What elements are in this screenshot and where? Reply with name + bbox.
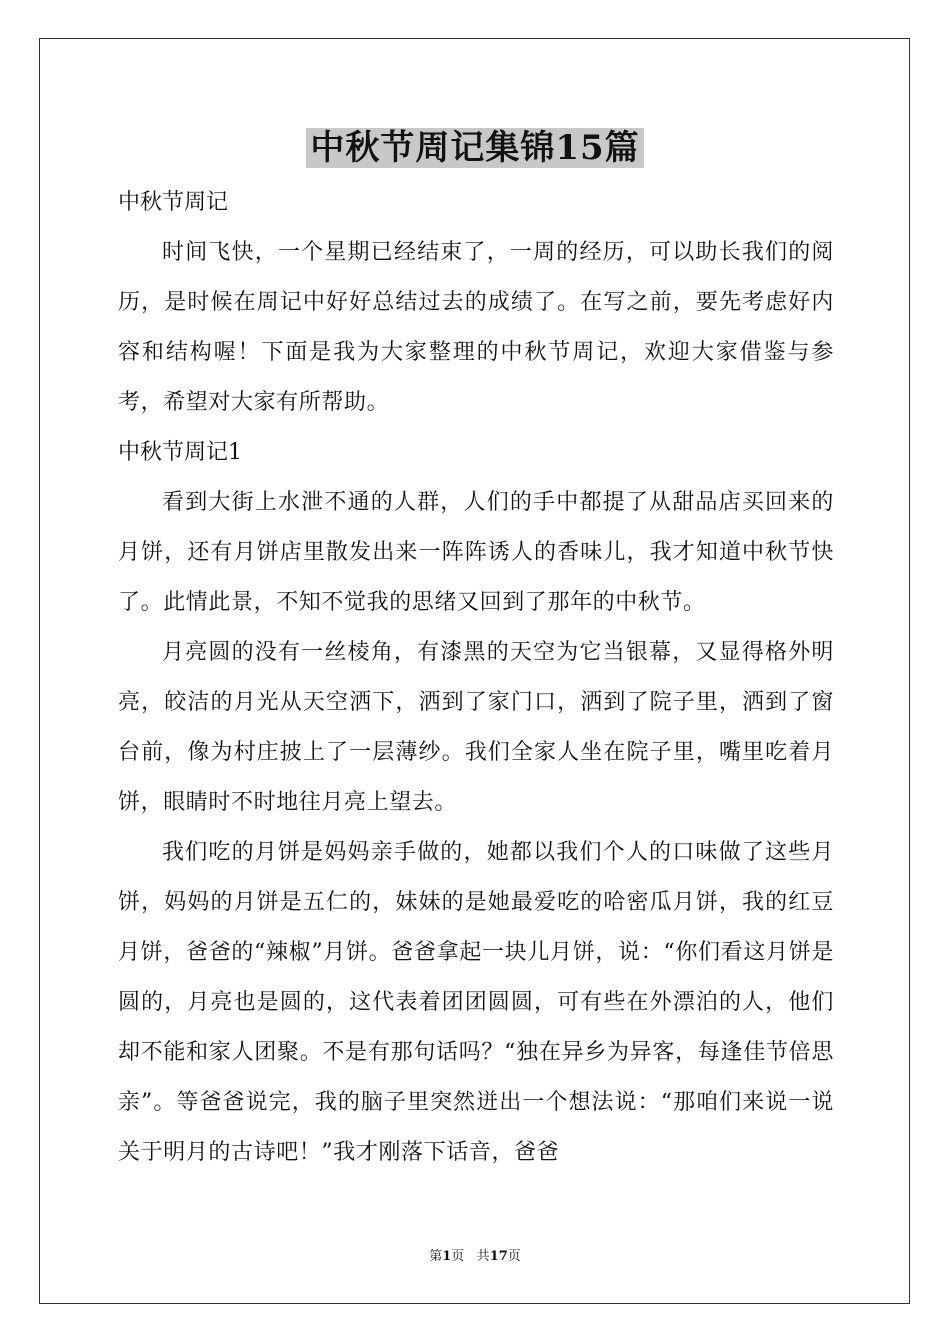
footer-page-prefix: 第 xyxy=(429,1249,443,1264)
footer-total-suffix: 页 xyxy=(507,1249,521,1264)
footer-total-pages: 17 xyxy=(489,1249,508,1264)
footer-total-prefix: 共 xyxy=(476,1249,490,1264)
document-title-text: 中秋节周记集锦15篇 xyxy=(306,128,643,168)
body-paragraph-3: 我们吃的月饼是妈妈亲手做的，她都以我们个人的口味做了这些月饼，妈妈的月饼是五仁的，妹妹的是她最爱吃的哈密瓜月饼，我的红豆月饼，爸爸的“辣椒”月饼。爸爸拿起一块儿月饼，说：“你们看这月饼是圆的，月亮也是圆的，这代表着团团圆圆，可有些在外漂泊的人，他们却不能和家人团聚。不是有那句话吗？“独在异乡为异客，每逢佳节倍思亲”。等爸爸说完，我的脑子里突然迸出一个想法说：“那咱们来说一说关于明月的古诗吧！”我才刚落下话音，爸爸 xyxy=(118,840,834,1165)
page-footer xyxy=(0,1248,950,1266)
document-body xyxy=(118,178,834,1178)
section-heading: 中秋节周记1 xyxy=(118,440,242,465)
body-paragraph-2: 月亮圆的没有一丝棱角，有漆黑的天空为它当银幕，又显得格外明亮，皎洁的月光从天空洒下，洒到了家门口，洒到了院子里，洒到了窗台前，像为村庄披上了一层薄纱。我们全家人坐在院子里，嘴里吃着月饼，眼睛时不时地往月亮上望去。 xyxy=(118,640,834,815)
intro-paragraph: 时间飞快，一个星期已经结束了，一周的经历，可以助长我们的阅历，是时候在周记中好好总结过去的成绩了。在写之前，要先考虑好内容和结构喔！下面是我为大家整理的中秋节周记，欢迎大家借鉴与参考，希望对大家有所帮助。 xyxy=(118,240,834,415)
document-title xyxy=(0,126,950,170)
footer-page-suffix: 页 xyxy=(451,1249,465,1264)
intro-heading: 中秋节周记 xyxy=(118,190,229,215)
footer-current-page: 1 xyxy=(442,1249,452,1264)
body-paragraph-1: 看到大街上水泄不通的人群，人们的手中都提了从甜品店买回来的月饼，还有月饼店里散发出来一阵阵诱人的香味儿，我才知道中秋节快了。此情此景，不知不觉我的思绪又回到了那年的中秋节。 xyxy=(118,490,834,615)
